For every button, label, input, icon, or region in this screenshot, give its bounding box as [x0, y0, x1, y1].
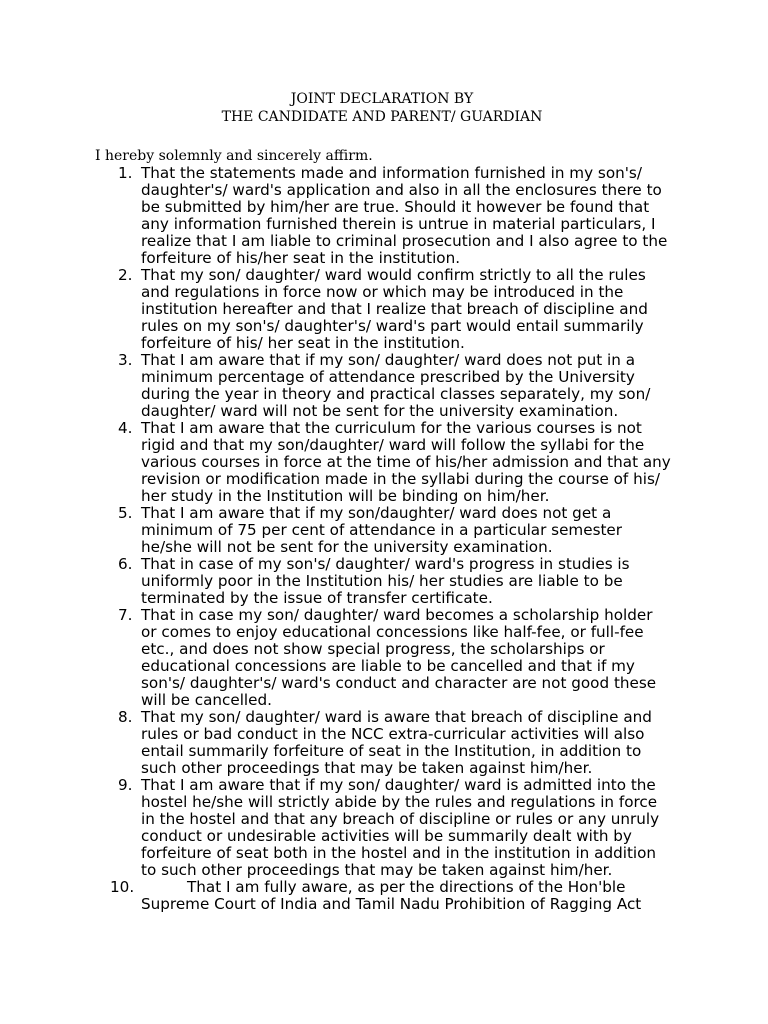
item-text: That I am aware that if my son/ daughter/ ward does not put in a minimum percentage of attendance prescribed by the University during the year in theory and practical classes separately, my son/ daughter/ ward will not be sent for the university examination. — [141, 351, 651, 420]
declaration-item-6 — [118, 555, 671, 607]
item-text: That I am aware that the curriculum for the various courses is not rigid and that my son/daughter/ ward will follow the syllabi for the various courses in force at the time of his/her admission and that any revision or modification made in the syllabi during the course of his/ her study in the Institution will be binding on him/her. — [141, 419, 671, 505]
item-number: 3. — [118, 351, 133, 369]
item-number: 9. — [118, 776, 133, 794]
affirmation-statement: I hereby solemnly and sincerely affirm. — [95, 148, 373, 164]
declaration-item-9 — [118, 776, 671, 879]
declaration-item-2 — [118, 266, 671, 352]
declaration-item-4 — [118, 419, 671, 505]
declaration-item-8 — [118, 708, 671, 777]
item-number: 10. — [110, 878, 135, 896]
declaration-item-5 — [118, 504, 671, 556]
item-text: That the statements made and information furnished in my son's/ daughter's/ ward's application and also in all the enclosures there to be submitted by him/her are true. Should it however be found that any information furnished therein is untrue in material particulars, I realize that I am liable to criminal prosecution and I also agree to the forfeiture of his/her seat in the institution. — [141, 164, 668, 267]
document-title-line-2: THE CANDIDATE AND PARENT/ GUARDIAN — [221, 109, 543, 125]
item-text: That I am fully aware, as per the directions of the Hon'ble Supreme Court of India and Tamil Nadu Prohibition of Ragging Act — [141, 878, 642, 913]
declaration-item-3 — [118, 351, 671, 420]
declaration-item-1 — [118, 164, 671, 267]
item-text: That I am aware that if my son/ daughter/ ward is admitted into the hostel he/she will strictly abide by the rules and regulations in force in the hostel and that any breach of discipline or rules or any unruly conduct or undesirable activities will be summarily dealt with by forfeiture of seat both in the hostel and in the institution in addition to such other proceedings that may be taken against him/her. — [141, 776, 660, 879]
item-number: 7. — [118, 606, 133, 624]
document-title-line-1: JOINT DECLARATION BY — [290, 91, 474, 107]
item-text: That in case my son/ daughter/ ward becomes a scholarship holder or comes to enjoy educational concessions like half-fee, or full-fee etc., and does not show special progress, the scholarships or educational concessions are liable to be cancelled and that if my son's/ daughter's/ ward's conduct and character are not good these will be cancelled. — [141, 606, 657, 709]
item-text: That in case of my son's/ daughter/ ward's progress in studies is uniformly poor in the Institution his/ her studies are liable to be terminated by the issue of transfer certificate. — [141, 555, 630, 607]
item-number: 6. — [118, 555, 133, 573]
item-number: 8. — [118, 708, 133, 726]
item-number: 4. — [118, 419, 133, 437]
declaration-list — [110, 164, 671, 913]
item-number: 2. — [118, 266, 133, 284]
declaration-item-7 — [118, 606, 671, 709]
item-text: That my son/ daughter/ ward would confirm strictly to all the rules and regulations in force now or which may be introduced in the institution hereafter and that I realize that breach of discipline and rules on my son's/ daughter's/ ward's part would entail summarily forfeiture of his/ her seat in the institution. — [141, 266, 648, 352]
item-text: That I am aware that if my son/daughter/ ward does not get a minimum of 75 per cent of attendance in a particular semester he/she will not be sent for the university examination. — [141, 504, 623, 556]
item-number: 5. — [118, 504, 133, 522]
item-number: 1. — [118, 164, 133, 182]
declaration-item-10 — [110, 878, 671, 913]
item-text: That my son/ daughter/ ward is aware that breach of discipline and rules or bad conduct in the NCC extra-curricular activities will also entail summarily forfeiture of seat in the Institution, in addition to such other proceedings that may be taken against him/her. — [141, 708, 652, 777]
